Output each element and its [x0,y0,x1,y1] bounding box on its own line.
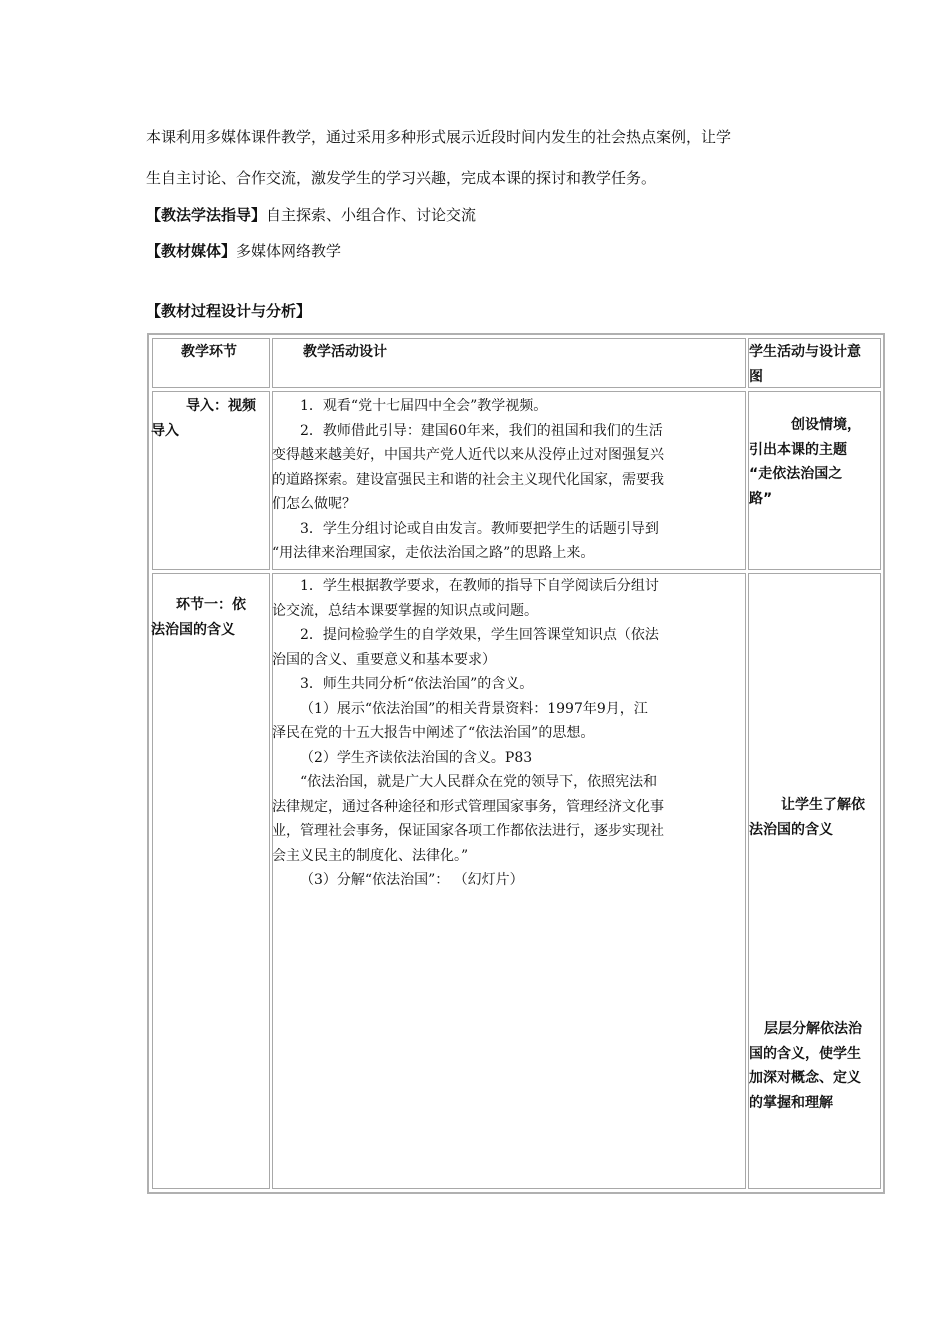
row2-activity-line: 1．学生根据教学要求，在教师的指导下自学阅读后分组讨 [300,578,659,594]
row2-activity-line: 业，管理社会事务，保证国家各项工作都依法进行，逐步实现社 [272,823,664,839]
row2-activity-line: （1）展示“依法治国”的相关背景资料：1997年9月，江 [300,700,648,717]
header-stage: 教学环节 [181,344,237,360]
row1-intent-line: 引出本课的主题 [749,441,847,458]
header-intent [749,340,861,389]
media-value: 多媒体网络教学 [236,242,342,260]
row2-intent-b-line: 国的含义，使学生 [749,1045,861,1062]
row2-activity-line: 论交流，总结本课要掌握的知识点或问题。 [272,602,538,619]
row2-stage-line: 环节一：依 [176,597,246,613]
row1-activity-line: 变得越来越美好，中国共产党人近代以来从没停止过对图强复兴 [272,447,664,463]
row2-activity-line: （3）分解“依法治国”： （幻灯片） [300,872,524,888]
row2-activity-line: （2）学生齐读依法治国的含义。P83 [300,749,533,766]
row2-activity [272,574,664,893]
row1-intent-line: 路” [749,490,773,507]
row2-stage-line: 法治国的含义 [151,621,235,638]
row1-activity-line: “用法律来治理国家，走依法治国之路”的思路上来。 [272,545,595,561]
row2-intent-a-line: 让学生了解依 [781,797,865,813]
row2-intent-a-line: 法治国的含义 [749,821,833,838]
row2-activity-line: 3．师生共同分析“依法治国”的含义。 [300,676,534,692]
row2-intent-b [749,1017,862,1115]
section-title: 【教材过程设计与分析】 [146,302,312,320]
intro-line-2: 生自主讨论、合作交流，激发学生的学习兴趣，完成本课的探讨和教学任务。 [146,169,657,187]
row2-intent-b-line: 层层分解依法治 [764,1021,862,1037]
row1-intent-line: 创设情境， [791,417,861,433]
row1-activity-line: 2．教师借此引导：建国60年来，我们的祖国和我们的生活 [300,422,663,439]
row2-intent-b-line: 的掌握和理解 [749,1094,833,1111]
row2-activity-line: 泽民在党的十五大报告中阐述了“依法治国”的思想。 [272,725,595,741]
row1-activity [272,394,664,566]
row1-intent [749,413,861,511]
method-value: 自主探索、小组合作、讨论交流 [266,206,477,224]
row1-stage-line: 导入：视频 [186,398,256,414]
row2-activity-line: 法律规定，通过各种途径和形式管理国家事务，管理经济文化事 [272,798,664,815]
method-label: 【教法学法指导】 [146,206,267,224]
row1-activity-line: 们怎么做呢？ [272,496,356,512]
row1-stage [151,394,256,443]
method-row [146,205,476,225]
intro-line-1: 本课利用多媒体课件教学，通过采用多种形式展示近段时间内发生的社会热点案例，让学 [146,128,732,146]
row1-activity-line: 1．观看“党十七届四中全会”教学视频。 [300,398,548,414]
media-label: 【教材媒体】 [146,242,237,260]
row2-intent-a [749,793,865,842]
row1-intent-line: “走依法治国之 [749,466,843,482]
row1-activity-line: 3．学生分组讨论或自由发言。教师要把学生的话题引导到 [300,520,659,537]
row1-stage-line: 导入 [151,422,179,439]
row2-cell-stage [152,573,270,1189]
row2-activity-line: 治国的含义、重要意义和基本要求） [272,651,496,668]
header-activity: 教学活动设计 [303,344,387,360]
header-intent-line-1: 学生活动与设计意 [749,344,861,360]
row2-activity-line: “依法治国，就是广大人民群众在党的领导下，依照宪法和 [300,774,658,790]
media-row [146,241,341,261]
row1-activity-line: 的道路探索。建设富强民主和谐的社会主义现代化国家，需要我 [272,471,664,488]
row2-activity-line: 2．提问检验学生的自学效果，学生回答课堂知识点（依法 [300,627,659,643]
row2-stage [151,593,246,642]
header-intent-line-2: 图 [749,368,763,385]
row2-activity-line: 会主义民主的制度化、法律化。” [272,847,469,864]
row2-intent-b-line: 加深对概念、定义 [749,1070,861,1086]
